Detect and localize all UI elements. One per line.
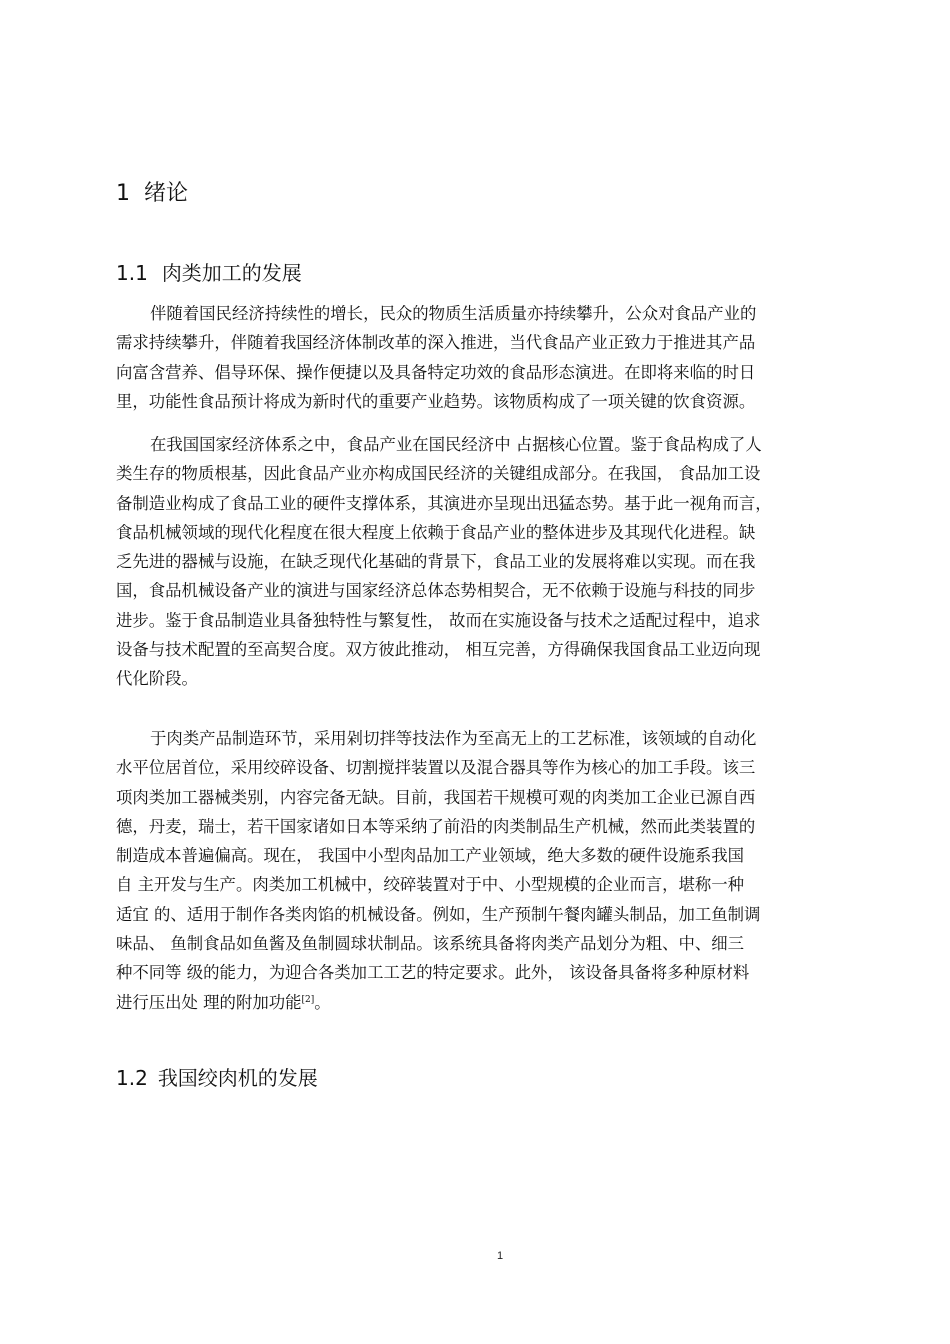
paragraph-line: 类生存的物质根基，因此食品产业亦构成国民经济的关键组成部分。在我国， 食品加工设: [116, 464, 761, 484]
section-heading-1-2: [116, 1062, 318, 1091]
section-title: 我国绞肉机的发展: [157, 1066, 318, 1090]
paragraph-line: 乏先进的器械与设施，在缺乏现代化基础的背景下，食品工业的发展将难以实现。而在我: [116, 552, 756, 572]
section-number: 1.2: [116, 1066, 148, 1090]
chapter-number: 1: [116, 181, 130, 206]
paragraph-line: 向富含营养、倡导环保、操作便捷以及具备特定功效的食品形态演进。在即将来临的时日: [116, 362, 756, 382]
sentence-end: 。: [314, 992, 331, 1012]
paragraph-line: 里，功能性食品预计将成为新时代的重要产业趋势。该物质构成了一项关键的饮食资源。: [116, 391, 756, 411]
section-heading-1-1: [116, 257, 302, 286]
page-number: 1: [496, 1250, 504, 1262]
paragraph-line: 项肉类加工器械类别，内容完备无缺。目前，我国若干规模可观的肉类加工企业已源自西: [116, 787, 756, 807]
paragraph-line: 德，丹麦，瑞士，若干国家诸如日本等采纳了前沿的肉类制品生产机械，然而此类装置的: [116, 816, 756, 836]
paragraph-line: 食品机械领域的现代化程度在很大程度上依赖于食品产业的整体进步及其现代化进程。缺: [116, 522, 756, 542]
section-number: 1.1: [116, 261, 148, 285]
section-title: 肉类加工的发展: [161, 261, 302, 285]
paragraph-line: 设备与技术配置的至高契合度。双方彼此推动， 相互完善，方得确保我国食品工业迈向现: [116, 640, 761, 660]
paragraph-line: 适宜 的、适用于制作各类肉馅的机械设备。例如，生产预制午餐肉罐头制品，加工鱼制调: [116, 904, 761, 924]
chapter-heading: [116, 176, 188, 207]
paragraph-3: [116, 724, 866, 1017]
paragraph-line: 制造成本普遍偏高。现在， 我国中小型肉品加工产业领域，绝大多数的硬件设施系我国: [116, 846, 745, 866]
paragraph-line: 自 主开发与生产。肉类加工机械中，绞碎装置对于中、小型规模的企业而言，堪称一种: [116, 875, 745, 895]
paragraph-line: 于肉类产品制造环节，采用剁切拌等技法作为至高无上的工艺标准，该领域的自动化: [150, 729, 757, 748]
paragraph-line-last: [116, 988, 866, 1017]
paragraph-line: 伴随着国民经济持续性的增长，民众的物质生活质量亦持续攀升，公众对食品产业的: [150, 304, 757, 323]
chapter-title: 绪论: [144, 181, 189, 206]
citation-reference: [2]: [301, 994, 315, 1005]
paragraph-2: [116, 430, 866, 694]
paragraph-line: 需求持续攀升，伴随着我国经济体制改革的深入推进，当代食品产业正致力于推进其产品: [116, 333, 756, 353]
paragraph-line: 代化阶段。: [116, 669, 198, 689]
paragraph-1: [116, 299, 866, 416]
paragraph-line: 进步。鉴于食品制造业具备独特性与繁复性， 故而在实施设备与技术之适配过程中，追求: [116, 610, 761, 630]
paragraph-line: 味品、 鱼制食品如鱼酱及鱼制圆球状制品。该系统具备将肉类产品划分为粗、中、细三: [116, 934, 745, 954]
paragraph-line-text: 进行压出处 理的附加功能: [116, 992, 302, 1012]
paragraph-line: 在我国国家经济体系之中，食品产业在国民经济中 占据核心位置。鉴于食品构成了人: [150, 435, 762, 454]
paragraph-line: 备制造业构成了食品工业的硬件支撑体系，其演进亦呈现出迅猛态势。基于此一视角而言，: [116, 493, 772, 513]
paragraph-line: 种不同等 级的能力，为迎合各类加工工艺的特定要求。此外， 该设备具备将多种原材料: [116, 963, 750, 983]
paragraph-line: 国，食品机械设备产业的演进与国家经济总体态势相契合，无不依赖于设施与科技的同步: [116, 581, 756, 601]
paragraph-line: 水平位居首位，采用绞碎设备、切割搅拌装置以及混合器具等作为核心的加工手段。该三: [116, 758, 756, 778]
